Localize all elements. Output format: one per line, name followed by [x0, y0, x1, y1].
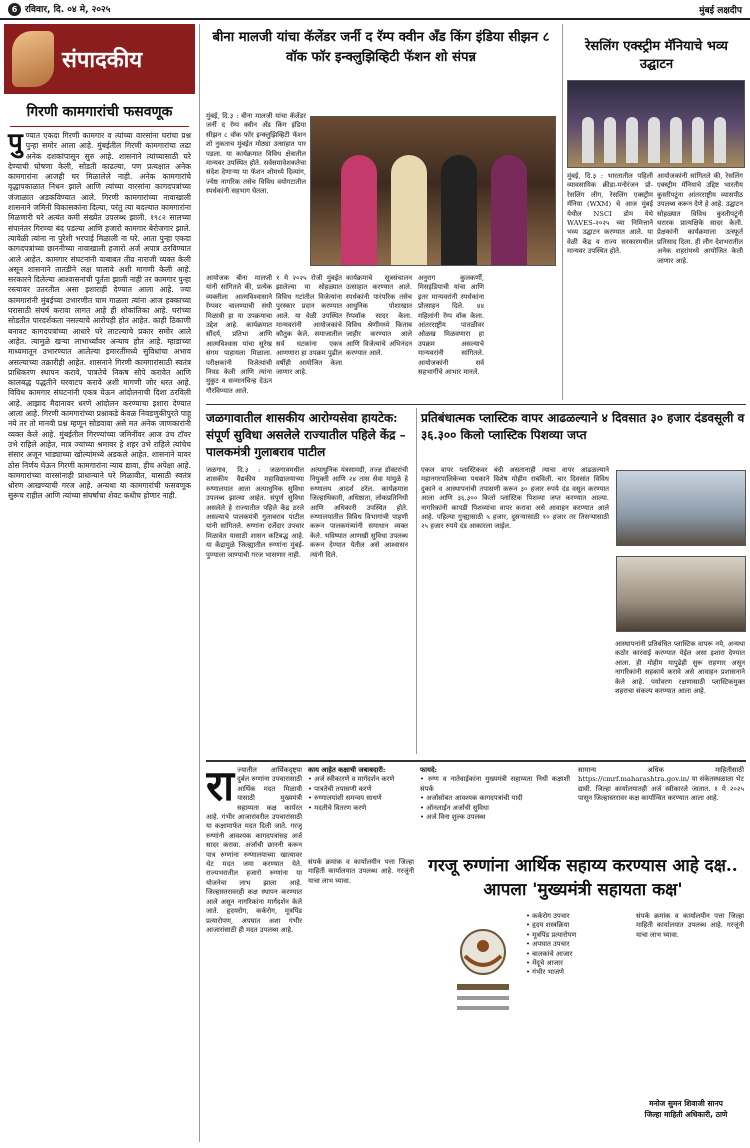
- hospital-col-1: जळगाव, दि.३ : जळगावमधील शासकीय वैद्यकीय महाविद्यालयाच्या रुग्णालयात आता अत्याधुनिक सुविधा उपलब्ध झाल्या आहेत. संपूर्ण सुविधा असलेले हे राज्यातील पहिले केंद्र ठरले असल्याचे पालकमंत्री गुलाबराव पाटील यांनी सांगितले. रुग्णांना दर्जेदार उपचार मिळावेत यासाठी शासन कटिबद्ध आहे. या केंद्रामुळे जिल्ह्यातील रुग्णांना मुंबई-पुण्याला जाण्याची गरज भासणार नाही.: [206, 466, 304, 559]
- cm-responsibility: [308, 766, 414, 850]
- cm-relief-banner: [420, 854, 746, 902]
- list-item: • मदतीचे वितरण करणे: [308, 804, 414, 813]
- cm-benefits-head: फायदे:: [420, 766, 438, 774]
- editorial-masthead: [4, 24, 195, 94]
- wrestling-photo: [567, 80, 745, 168]
- list-item: • पात्रतेची तपासणी करणे: [308, 785, 414, 794]
- cm-relief-article: [206, 760, 746, 1142]
- fashion-show-photo: [310, 116, 556, 266]
- wrestling-col-1: मुंबई, दि.३ : भारतातील पहिली व्यावसायिक क्रीडा-मनोरंजन प्रो-रेसलिंग लीग, रेसलिंग एक्स्ट्रीम मॅनिया (WXM) चे आज मुंबई येथील NSCI डोम येथे WAVES-२०२५ च्या निमित्ताने भव्य उद्घाटन करण्यात आले. या वेळी केंद्र व राज्य सरकारमधील मान्यवर उपस्थित होते.: [567, 172, 653, 256]
- cm-relief-logo: [446, 914, 520, 1034]
- list-item: • ऑनलाईन अर्जाची सुविधा: [420, 804, 570, 813]
- pen-hand-icon: [12, 31, 54, 87]
- list-item: • हृदय शस्त्रक्रिया: [526, 921, 626, 930]
- list-item: • बालकांचे आजार: [526, 950, 626, 959]
- cm-contact-text: संपर्क क्रमांक व कार्यालयीन पत्ता जिल्हा माहिती कार्यालयात उपलब्ध आहे. गरजूंनी याचा लाभ घ्यावा.: [636, 912, 744, 939]
- list-item: • अर्ज विना शुल्क उपलब्ध: [420, 813, 570, 822]
- helping-hands-icon: [451, 926, 515, 1022]
- cm-banner-line-1: गरजू रुग्णांना आर्थिक सहाय्य करण्यास आहे दक्ष..: [428, 856, 738, 876]
- fashion-col-2: आयोजक बीना मालजी यांनी सांगितले की, प्रत्येक व्यक्तीला आत्मविश्वासाने रॅम्पवर चालण्याची संधी मिळावी हा या उपक्रमाचा उद्देश आहे. कार्यक्रमात सौंदर्य, प्रतिभा आणि आत्मविश्वास यांचा सुरेख संगम पाहायला मिळाला. परीक्षकांनी विजेत्यांची निवड केली आणि त्यांना मुकुट व सन्मानचिन्ह देऊन गौरविण्यात आले.: [206, 274, 272, 394]
- fashion-col-3: १ मे २०२५ रोजी मुंबईत झालेल्या या सोहळ्यात विविध गटांतील विजेत्यांना पुरस्कार प्रदान करण्यात आले. या वेळी उपस्थित मान्यवरांनी आयोजकांचे कौतुक केले. समाजातील सर्व घटकांना एकत्र आणणारा हा उपक्रम पुढील वर्षीही आयोजित केला जाणार आहे.: [276, 274, 342, 377]
- editorial-headline: गिरणी कामगारांची फसवणूक: [10, 102, 189, 127]
- plastic-article: [416, 408, 746, 754]
- signature-name: मनोज सुमन शिवाजी सानप: [649, 1099, 723, 1108]
- editorial-title: संपादकीय: [62, 47, 143, 73]
- fashion-col-4: कार्यक्रमाचे सूत्रसंचालन उत्साहात करण्यात आले. स्पर्धकांनी पारंपरिक तसेच आधुनिक पोशाखात रॅम्पवॉक सादर केला. विविध श्रेणींमध्ये किताब जाहीर करण्यात आले आणि विजेत्यांचे अभिनंदन करण्यात आले.: [346, 274, 412, 358]
- cm-responsibility-list: [308, 775, 414, 813]
- cm-dropcap: रा: [206, 766, 235, 810]
- cm-banner-line-2: आपला 'मुख्यमंत्री सहायता कक्ष': [483, 880, 683, 900]
- list-item: • मूत्रपिंड प्रत्यारोपण: [526, 931, 626, 940]
- hospital-headline: जळगावातील शासकीय आरोग्यसेवा हायटेक: संपूर्ण सुविधा असलेले राज्यातील पहिले केंद्र – पालकमंत्री गुलाबराव पाटील: [206, 411, 406, 459]
- plastic-headline: प्रतिबंधात्मक प्लास्टिक वापर आढळल्याने ४ दिवसात ३० हजार दंडवसूली व ३६.३०० किलो प्लास्टिक पिशव्या जप्त: [421, 411, 745, 442]
- list-item: • अर्ज स्वीकारणे व मार्गदर्शन करणे: [308, 775, 414, 784]
- fashion-show-article: [206, 24, 556, 400]
- plastic-photo-2: [616, 556, 746, 632]
- cm-responsibility-head: काय आहेत कक्षाची जबाबदारी:: [308, 766, 386, 774]
- newspaper-name: मुंबई लक्षदीप: [699, 5, 742, 16]
- editorial-body: पु ण्यात एकदा गिरणी कामगार व त्यांच्या वारसांना घरांचा प्रश्न पुन्हा समोर आला आहे. मुंबईतील गिरणी कामगारांचा लढा अनेक दशकांपासून सुरु आहे. शासनाने त्यांच्यासाठी घरे देण्याची घोषणा केली, सोडती काढल्या, पण प्रत्यक्षात अनेक कामगारांना आजही घर मिळालेले नाही. अनेक कामगारांचे वृद्धापकाळात निधन झाले आणि त्यांच्या वारसांना कागदपत्रांच्या जंजाळात अडकविण्यात आले. गिरणी कामगारांच्या नावाखाली शासनाने जमिनी विकासकांना दिल्या, परंतु त्या बदल्यात कामगारांना मिळणारी घरे अत्यंत कमी संख्येत उपलब्ध झाली. १९८२ सालच्या संपानंतर गिरण्या बंद पडल्या आणि हजारो कामगार बेरोजगार झाले. त्यावेळी त्यांना ना पुरेशी भरपाई मिळाली ना घरे. आता पुन्हा एकदा कागदपत्रांच्या छाननीच्या नावाखाली हजारो अर्ज अपात्र ठरविण्यात आले आहेत. कामगार संघटनांनी याबाबत तीव्र नाराजी व्यक्त केली असून शासनाने तातडीने लक्ष घालावे अशी मागणी केली आहे. सरकारने दिलेल्या आश्वासनांची पूर्तता झाली नाही तर कामगार पुन्हा रस्त्यावर उतरतील असा इशाराही देण्यात आला आहे. ज्या कामगारांनी मुंबईच्या उभारणीत घाम गाळला त्यांना आज हक्काच्या घरासाठी संघर्ष करावा लागत आहे ही शोकांतिका आहे. घरांच्या सोडतीत पारदर्शकता नसल्याचे आरोपही होत आहेत. काही ठिकाणी बनावट कागदपत्रांच्या आधारे घरे लाटल्याचे प्रकार समोर आले आहेत. त्यामुळे खऱ्या लाभार्थ्यांवर अन्याय होत आहे. म्हाडाच्या माध्यमातून उभारण्यात आलेल्या इमारतींमध्ये सुविधांचा अभाव असल्याच्या तक्रारीही आहेत. शासनाने गिरणी कामगारांसाठी स्वतंत्र प्राधिकरण स्थापन करावे, पात्रतेचे निकष सोपे करावेत आणि कालबद्ध पद्धतीने घरवाटप करावे अशी मागणी जोर धरत आहे. विविध कामगार संघटनांनी एकत्र येऊन आंदोलनाची दिशा ठरविली आहे. आझाद मैदानावर धरणे आंदोलन करण्याचा इशारा देण्यात आला आहे. गिरणी कामगारांच्या प्रश्नाकडे केवळ निवडणुकीपुरते पाहू नये तर तो मानवी प्रश्न म्हणून सोडवावा असे मत अनेक जाणकारांनी व्यक्त केले आहे. मुंबईतील गिरण्यांच्या जमिनींवर आज उंच टॉवर उभे राहिले आहेत, मात्र ज्यांच्या श्रमावर हे शहर उभे राहिले त्यांचेच संसार अजून भाड्याच्या खोल्यांमध्ये अडकले आहेत. शासनाने यावर ठोस निर्णय घेऊन गिरणी कामगारांना न्याय द्यावा, हीच अपेक्षा आहे. कामगारांच्या वारसांनाही प्राधान्याने घरे मिळावीत, यासाठी स्वतंत्र धोरण आखण्याची गरज आहे. अन्यथा या कामगारांची फसवणूक सुरूच राहील आणि त्यांच्या संघर्षाचा शेवट कधीच होणार नाही.: [8, 128, 192, 501]
- fashion-col-1: मुंबई, दि.३ : बीना मालजी यांचा कॅलेंडर जर्नी द रॅम्प क्वीन अँड किंग इंडिया सीझन ८ वॉक फॉर इन्क्लुझिव्हिटी फॅशन शो नुकताच मुंबईत मोठ्या उत्साहात पार पडला. या कार्यक्रमात विविध क्षेत्रातील मान्यवर उपस्थित होते. सर्वसमावेशकतेचा संदेश देणाऱ्या या फॅशन शोमध्ये दिव्यांग, ज्येष्ठ नागरिक तसेच विविध वयोगटातील स्पर्धकांनी सहभाग घेतला.: [206, 112, 306, 196]
- page-date: 6 रविवार, दि. ०४ मे, २०२५: [8, 2, 110, 16]
- editorial-column: [4, 24, 200, 1142]
- fashion-show-headline: बीना मालजी यांचा कॅलेंडर जर्नी द रॅम्प क्वीन अँड किंग इंडिया सीझन ८ वॉक फॉर इन्क्लुझिव्हिटी फॅशन शो संपन्न: [212, 30, 550, 65]
- plastic-col-1: एकल वापर प्लास्टिकवर बंदी असतानाही त्याचा वापर आढळल्याने महानगरपालिकेच्या पथकाने विशेष मोहीम राबविली. चार दिवसांत विविध दुकाने व आस्थापनांची तपासणी करून ३० हजार रुपये दंड वसूल करण्यात आला आणि ३६.३०० किलो प्लास्टिक पिशव्या जप्त करण्यात आल्या. नागरिकांनी कापडी पिशव्यांचा वापर करावा असे आवाहन करण्यात आले आहे. पहिल्या गुन्ह्यासाठी ५ हजार, दुसऱ्यासाठी १० हजार तर तिसऱ्यासाठी २५ हजार रुपये दंड आकारला जाईल.: [421, 466, 609, 531]
- cm-intro: रा ज्यातील आर्थिकदृष्ट्या दुर्बल रुग्णांना उपचारासाठी आर्थिक मदत मिळावी यासाठी मुख्यमंत्री सहाय्यता कक्ष कार्यरत आहे. गंभीर आजारांवरील उपचारांसाठी या कक्षामार्फत मदत दिली जाते. गरजू रुग्णांनी आवश्यक कागदपत्रांसह अर्ज सादर करावा. अर्जाची छाननी करून पात्र रुग्णांना रुग्णालयाच्या खात्यावर थेट मदत जमा करण्यात येते. राज्यभरातील हजारो रुग्णांना या योजनेचा लाभ झाला आहे. जिल्हास्तरावरही कक्ष स्थापन करण्यात आले असून नागरिकांना मार्गदर्शन केले जाते. हृदयरोग, कर्करोग, मूत्रपिंड प्रत्यारोपण, अपघात अशा गंभीर आजारांसाठी ही मदत उपलब्ध आहे.: [206, 766, 302, 934]
- hospital-col-2: अत्याधुनिक यंत्रसामग्री, तज्ज्ञ डॉक्टरांची नियुक्ती आणि २४ तास सेवा यांमुळे हे रुग्णालय आदर्श ठरेल. कार्यक्रमास जिल्हाधिकारी, अधिष्ठाता, लोकप्रतिनिधी आणि अधिकारी उपस्थित होते. रुग्णालयातील विविध विभागांची पाहणी करून पालकमंत्र्यांनी समाधान व्यक्त केले. भविष्यात आणखी सुविधा उपलब्ध करून देण्यात येतील असे आश्वासन त्यांनी दिले.: [310, 466, 408, 559]
- plastic-col-2: आस्थापनांनी प्रतिबंधित प्लास्टिक वापरू नये, अन्यथा कठोर कारवाई करण्यात येईल असा इशारा देण्यात आला. ही मोहीम यापुढेही सुरू राहणार असून नागरिकांनी सहकार्य करावे असे आवाहन प्रशासनाने केले आहे. पर्यावरण रक्षणासाठी प्लास्टिकमुक्त शहराचा संकल्प करण्यात आला आहे.: [615, 640, 745, 696]
- page-number: 6: [8, 3, 21, 16]
- section-divider: [206, 404, 746, 405]
- cm-benefits: [420, 766, 570, 850]
- wrestling-article: [562, 24, 746, 400]
- fashion-col-5: अनुराग कुलकर्णी, मिसइंडियाची यांचा आणि इतर मान्यवरांनी स्पर्धकांना प्रोत्साहन दिले. ४४ महिलांनी रॅम्प वॉक केला. आंतरराष्ट्रीय पातळीवर ओळख मिळवणारा हा उपक्रम असल्याचे मान्यवरांनी सांगितले. आयोजकांनी सर्व सहभागींचे आभार मानले.: [418, 274, 484, 377]
- wrestling-headline: रेसलिंग एक्स्ट्रीम मॅनियाचे भव्य उद्घाटन: [585, 39, 728, 72]
- cm-mid-text: संपर्क क्रमांक व कार्यालयीन पत्ता जिल्हा माहिती कार्यालयात उपलब्ध आहे. गरजूंनी याचा लाभ घ्यावा.: [308, 858, 414, 885]
- cm-signature-block: [626, 1098, 746, 1120]
- list-item: • अपघात उपचार: [526, 940, 626, 949]
- list-item: • रुग्ण व नातेवाईकांना मुख्यमंत्री सहाय्यता निधी कक्षाशी संपर्क: [420, 775, 570, 794]
- cm-benefits-list: [420, 775, 570, 822]
- list-item: • मेंदूचे आजार: [526, 959, 626, 968]
- list-item: • कर्करोग उपचार: [526, 912, 626, 921]
- editorial-dropcap: पु: [8, 128, 23, 158]
- wrestling-col-2: आयोजकांनी सांगितले की, रेसलिंग एक्स्ट्रीम मॅनियाचे उद्दिष्ट भारतीय कुस्तीपटूंना आंतरराष्ट्रीय व्यासपीठ उपलब्ध करून देणे हे आहे. उद्घाटन सोहळ्यात विविध कुस्तीपटूंनी थरारक प्रात्यक्षिके सादर केली. प्रेक्षकांनी कार्यक्रमाला उत्स्फूर्त प्रतिसाद दिला. ही लीग देशभरातील अनेक शहरांमध्ये आयोजित केली जाणार आहे.: [657, 172, 743, 265]
- list-item: • रुग्णालयांशी समन्वय साधणे: [308, 794, 414, 803]
- list-item: • गंभीर भाजणे: [526, 968, 626, 977]
- list-item: • अर्जासोबत आवश्यक कागदपत्रांची यादी: [420, 794, 570, 803]
- plastic-photo-1: [616, 470, 746, 546]
- cm-illness-list: [526, 912, 626, 1042]
- page-header: [0, 0, 750, 20]
- cm-right-text: सामान्य अधिक माहितीसाठी https://cmrf.maharashtra.gov.in/ या संकेतस्थळाला भेट द्यावी. जिल्हा कार्यालयातही अर्ज स्वीकारले जातात. १ मे २०२५ पासून जिल्हास्तरावर कक्ष कार्यान्वित करण्यात आला आहे.: [578, 766, 744, 803]
- signature-title: जिल्हा माहिती अधिकारी, ठाणे: [644, 1110, 728, 1119]
- hospital-article: [206, 408, 410, 754]
